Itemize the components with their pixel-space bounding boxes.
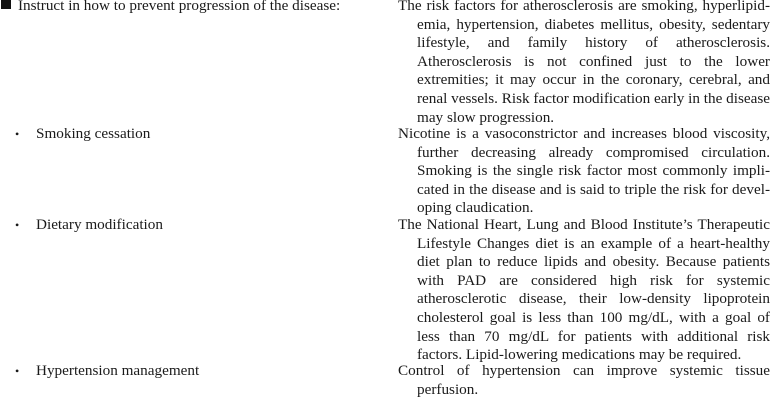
bullet-icon: • xyxy=(15,364,20,378)
rationale-text: The risk factors for atherosclerosis are smoking, hyperlipidemia, hypertension, diabetes mellitus, obesity, sedentary lifestyle, and family history of atherosclerosis. Atherosclerosis is not confined just to the lower extremities; it may occur in the coronary, cerebral, and renal vessels. Risk factor modification early in the disease may slow progression. xyxy=(398,0,770,126)
intervention-label: Smoking cessation xyxy=(36,125,151,142)
rationale-text: The National Heart, Lung and Blood Institute’s Therapeutic Lifestyle Changes diet is an example of a heart-healthy diet plan to reduce lipids and obesity. Because patients with PAD are considered high risk for systemic atherosclerotic disease, their low-density lipoprotein cholesterol goal is less than 100 mg/dL, with a goal of less than 70 mg/dL for patients with additional risk factors. Lipid-lowering medications may be required. xyxy=(398,216,770,364)
intervention-label: Instruct in how to prevent progression of the disease: xyxy=(18,0,341,14)
bullet-icon: • xyxy=(15,218,20,232)
rationale-text: Nicotine is a vasoconstrictor and increases blood viscosity, further decreasing already compromised circulation. Smoking is the single risk factor most commonly implicated in the disease and is said to triple the risk for developing claudication. xyxy=(398,125,770,217)
bullet-icon: • xyxy=(15,127,20,141)
intervention-label: Hypertension management xyxy=(36,362,200,379)
rationale-text: Control of hypertension can improve systemic tissue perfusion. xyxy=(398,362,770,398)
intervention-label: Dietary modification xyxy=(36,216,163,233)
